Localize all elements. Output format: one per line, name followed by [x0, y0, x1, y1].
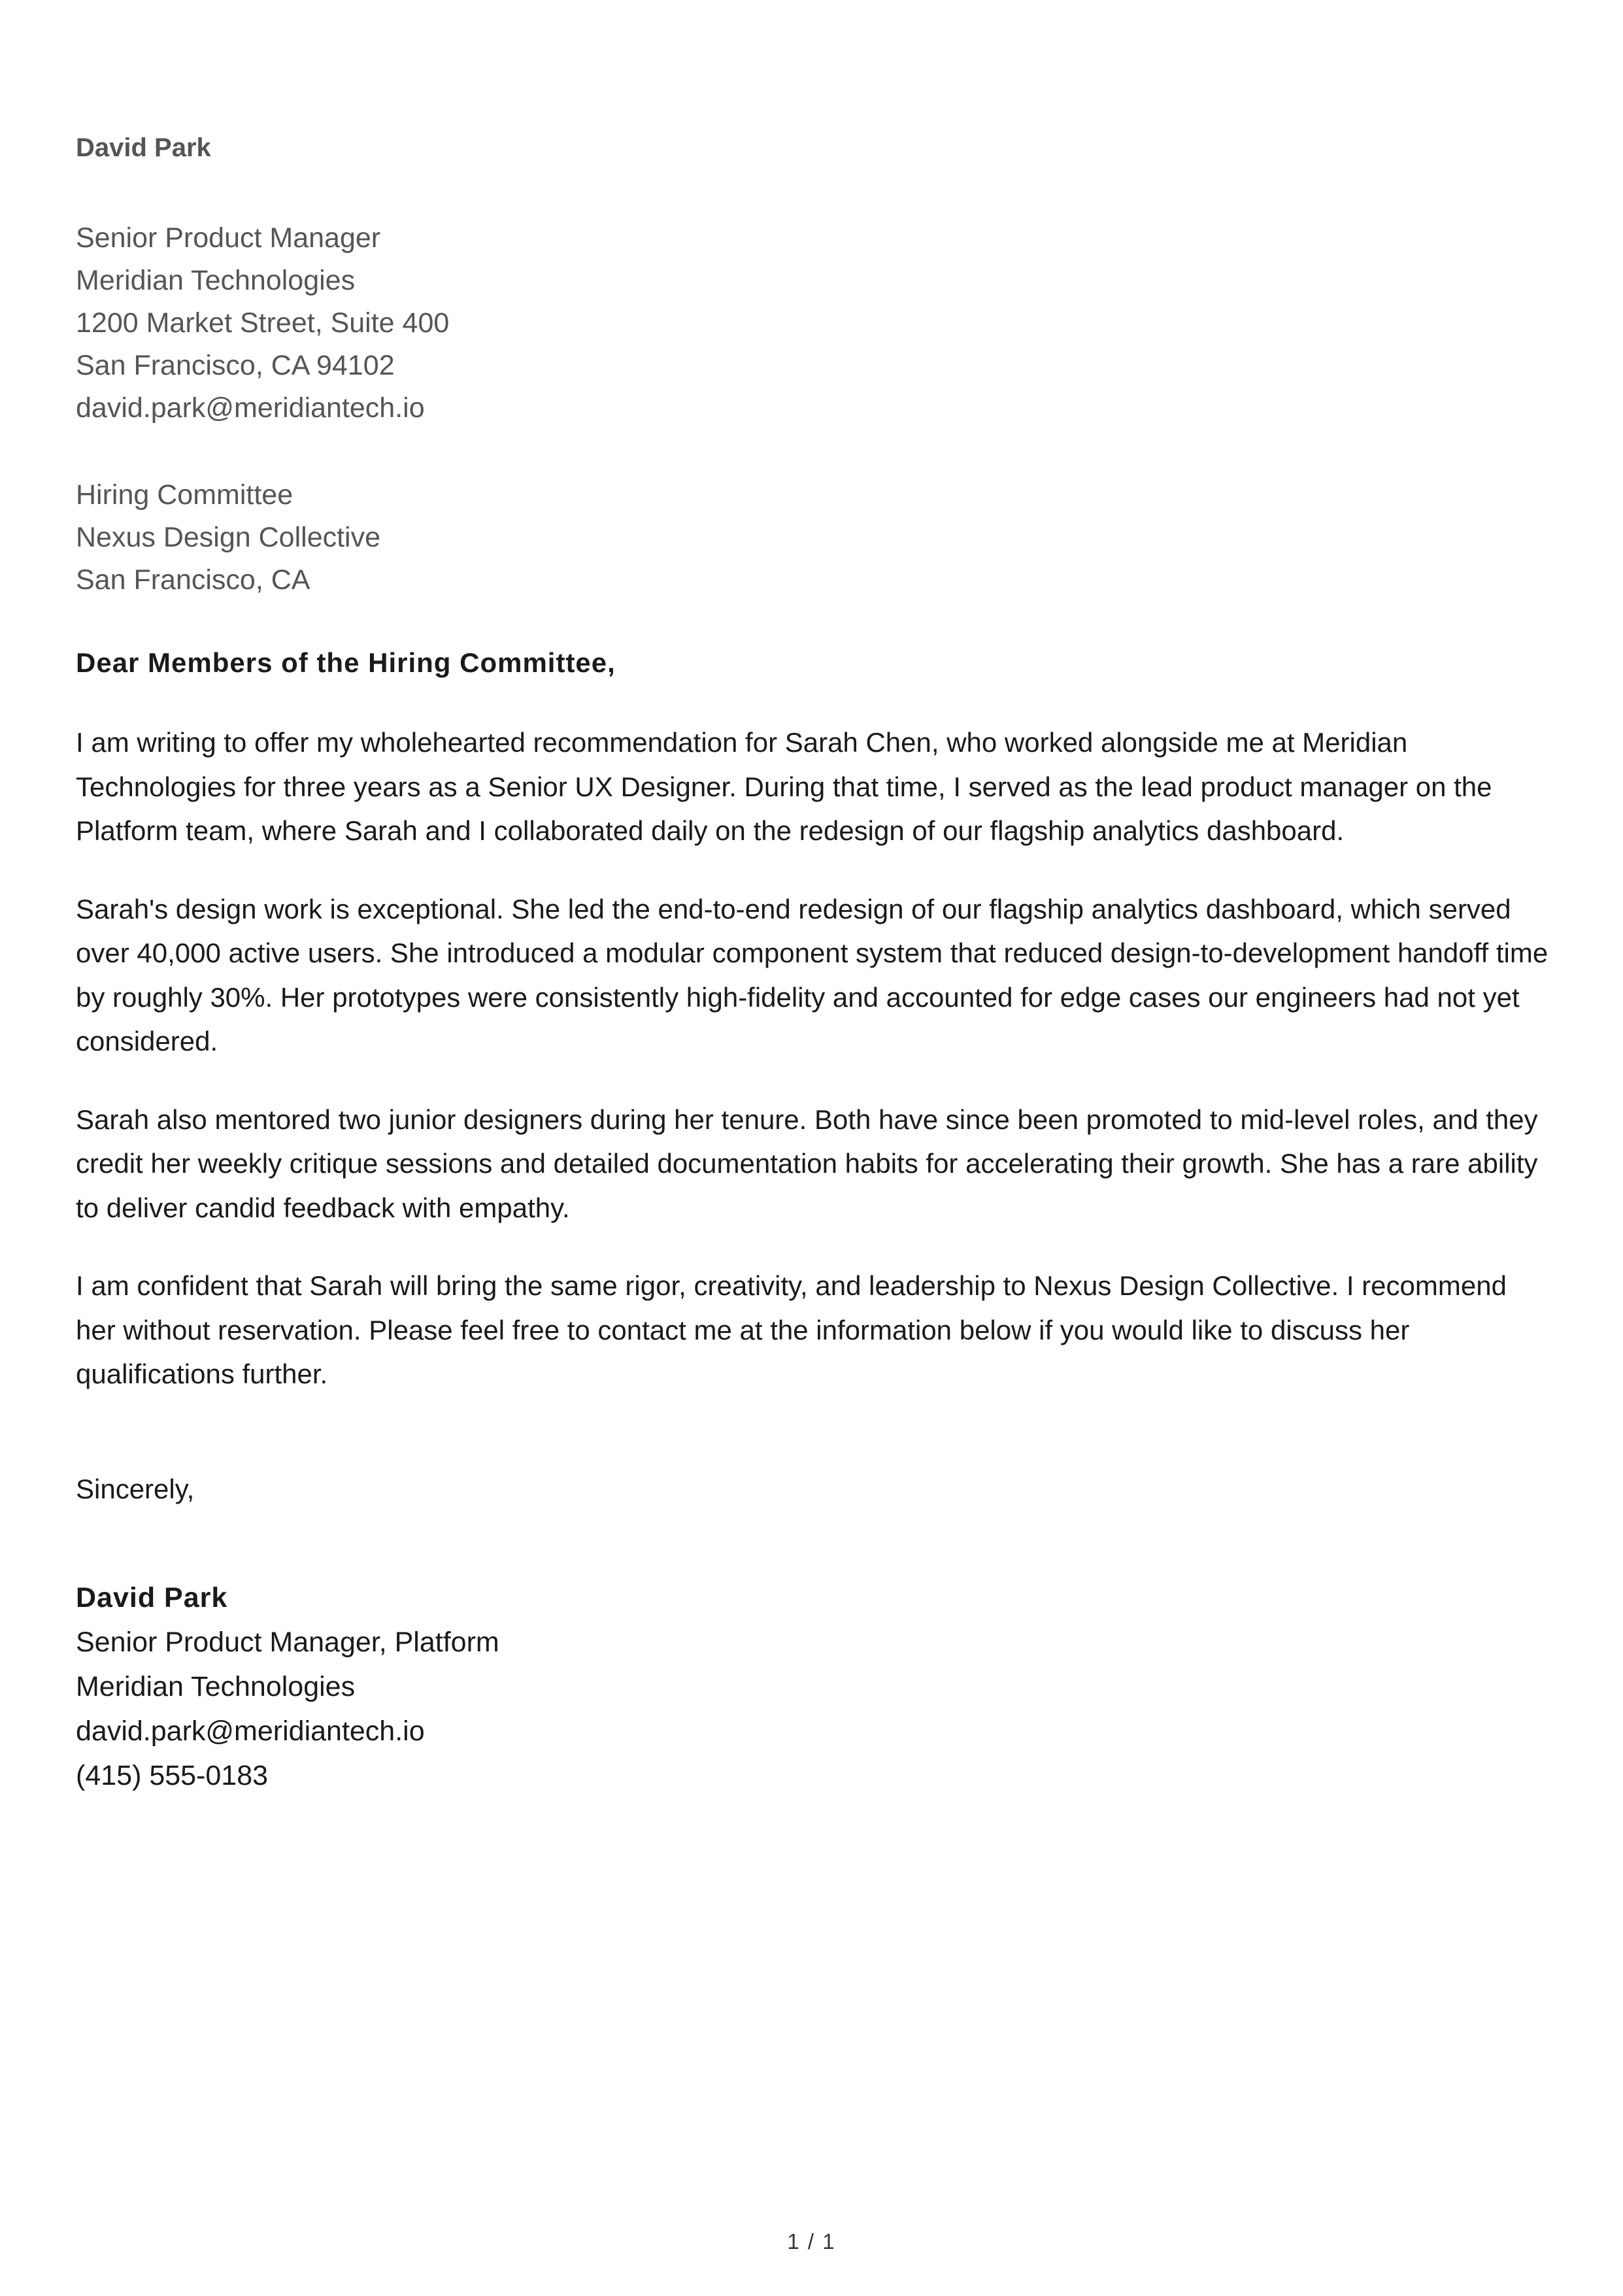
sender-title: Senior Product Manager — [76, 222, 381, 254]
sender-name: David Park — [76, 133, 211, 162]
sender-city: San Francisco, CA 94102 — [76, 350, 395, 381]
signature-block — [76, 1576, 1553, 1798]
signature-phone: (415) 555-0183 — [76, 1759, 269, 1791]
salutation: Dear Members of the Hiring Committee, — [76, 647, 616, 678]
recipient-company: Nexus Design Collective — [76, 522, 381, 553]
recipient-name: Hiring Committee — [76, 479, 293, 511]
body-paragraph-3: Sarah also mentored two junior designers during her tenure. Both have since been promoted to mid-level roles, and they credit her weekly critique sessions and detailed documentation habits for accelerating their growth. She has a rare ability to deliver candid feedback with empathy. — [76, 1104, 1538, 1223]
body-paragraph-2: Sarah's design work is exceptional. She led the end-to-end redesign of our flagship analytics dashboard, which served over 40,000 active users. She introduced a modular component system that reduced design-to-development handoff time by roughly 30%. Her prototypes were consistently high-fidelity and accounted for edge cases our engineers had not yet considered. — [76, 893, 1548, 1056]
page-number: 1 / 1 — [787, 2229, 836, 2254]
recipient-address-block — [76, 474, 1553, 601]
sender-email: david.park@meridiantech.io — [76, 392, 425, 424]
letter-content — [76, 128, 1553, 1798]
sender-street: 1200 Market Street, Suite 400 — [76, 307, 450, 339]
signature-name: David Park — [76, 1581, 228, 1613]
signature-company: Meridian Technologies — [76, 1670, 356, 1702]
sender-company: Meridian Technologies — [76, 265, 356, 296]
signature-title: Senior Product Manager, Platform — [76, 1626, 499, 1658]
sender-address-block — [76, 217, 1553, 430]
signature-email: david.park@meridiantech.io — [76, 1715, 425, 1747]
closing: Sincerely, — [76, 1473, 195, 1504]
body-paragraph-1: I am writing to offer my wholehearted recommendation for Sarah Chen, who worked alongside me at Meridian Technologies for three years as a Senior UX Designer. During that time, I served as the lead product manager on the Platform team, where Sarah and I collaborated daily on the redesign of our flagship analytics dashboard. — [76, 727, 1492, 846]
recipient-city: San Francisco, CA — [76, 564, 310, 596]
body-paragraph-4: I am confident that Sarah will bring the same rigor, creativity, and leadership to Nexus Design Collective. I recommend her without reservation. Please feel free to contact me at the information below if you would like to discuss her qualifications further. — [76, 1270, 1507, 1389]
